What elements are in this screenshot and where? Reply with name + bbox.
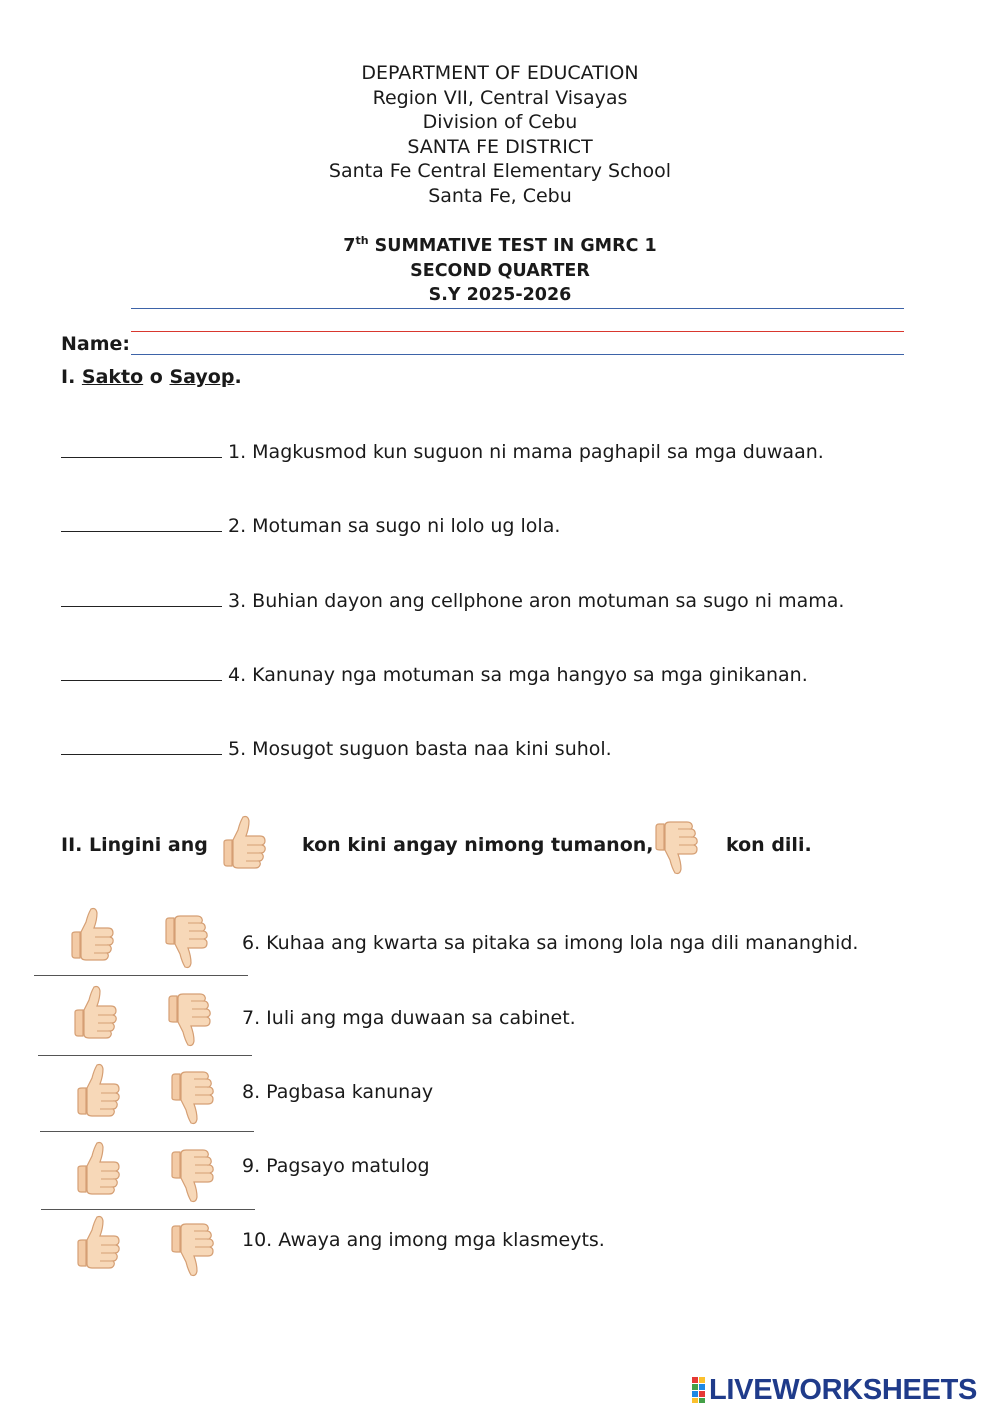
- thumbs-down-icon[interactable]: [163, 990, 215, 1048]
- liveworksheets-watermark: [692, 1374, 988, 1406]
- name-label: Name:: [61, 333, 131, 355]
- name-field-line[interactable]: [131, 354, 904, 355]
- item-text: 5. Mosugot suguon basta naa kini suhol.: [228, 738, 612, 760]
- divider-rule-red: [131, 331, 904, 332]
- part1-heading: [61, 366, 242, 388]
- item-text: 10. Awaya ang imong mga klasmeyts.: [242, 1229, 605, 1251]
- list-item: [61, 512, 560, 537]
- header-line-1: DEPARTMENT OF EDUCATION: [361, 62, 639, 84]
- divider: [38, 1055, 252, 1056]
- item-text: 3. Buhian dayon ang cellphone aron motuman sa sugo ni mama.: [228, 590, 845, 612]
- part1-word-sayop: Sayop: [169, 366, 235, 388]
- thumbs-down-icon[interactable]: [166, 1068, 218, 1126]
- thumbs-down-icon[interactable]: [166, 1220, 218, 1278]
- header-line-4: SANTA FE DISTRICT: [407, 135, 593, 158]
- thumbs-up-icon: [218, 814, 270, 872]
- title-line-3: S.Y 2025-2026: [428, 285, 572, 305]
- answer-blank[interactable]: [61, 661, 222, 681]
- item-text: 2. Motuman sa sugo ni lolo ug lola.: [228, 515, 561, 537]
- item-text: 4. Kanunay nga motuman sa mga hangyo sa mga ginikanan.: [228, 664, 808, 686]
- test-title: [0, 234, 1000, 308]
- item-text: 7. Iuli ang mga duwaan sa cabinet.: [242, 1007, 576, 1029]
- divider-rule-blue: [131, 308, 904, 309]
- title-line-2: SECOND QUARTER: [410, 260, 590, 281]
- answer-blank[interactable]: [61, 512, 222, 532]
- answer-blank[interactable]: [61, 438, 222, 458]
- answer-blank[interactable]: [61, 587, 222, 607]
- part2-instruction-c: kon dili.: [726, 834, 812, 856]
- thumbs-up-icon[interactable]: [72, 1062, 124, 1120]
- title-line-1: [0, 234, 1000, 259]
- title-number: 7: [343, 236, 356, 256]
- school-header: [0, 61, 1000, 209]
- thumbs-up-icon[interactable]: [72, 1140, 124, 1198]
- part1-word-sakto: Sakto: [81, 366, 144, 388]
- item-text: 9. Pagsayo matulog: [242, 1155, 430, 1177]
- divider: [41, 1209, 255, 1210]
- answer-blank[interactable]: [61, 735, 222, 755]
- header-line-2: Region VII, Central Visayas: [372, 86, 628, 109]
- list-item: [61, 661, 808, 686]
- thumbs-down-icon: [650, 818, 702, 876]
- part1-suffix: .: [234, 366, 242, 388]
- title-superscript: th: [355, 234, 369, 248]
- part2-instruction-b: kon kini angay nimong tumanon,: [302, 834, 654, 856]
- item-text: 1. Magkusmod kun suguon ni mama paghapil sa mga duwaan.: [228, 441, 824, 463]
- thumbs-down-icon[interactable]: [160, 912, 212, 970]
- header-line-6: Santa Fe, Cebu: [428, 184, 572, 207]
- title-text: SUMMATIVE TEST IN GMRC 1: [368, 236, 657, 256]
- divider: [40, 1131, 254, 1132]
- header-line-5: Santa Fe Central Elementary School: [328, 160, 672, 183]
- divider: [34, 975, 248, 976]
- thumbs-up-icon[interactable]: [66, 906, 118, 964]
- item-text: 8. Pagbasa kanunay: [242, 1081, 434, 1103]
- watermark-text: LIVEWORKSHEETS: [709, 1374, 978, 1406]
- item-text: 6. Kuhaa ang kwarta sa pitaka sa imong lola nga dili mananghid.: [242, 932, 859, 954]
- part2-instruction-a: II. Lingini ang: [61, 834, 208, 856]
- list-item: [61, 438, 824, 463]
- part1-prefix: I.: [61, 366, 82, 388]
- list-item: [61, 735, 612, 760]
- logo-icon: [692, 1377, 706, 1403]
- part1-mid: o: [143, 366, 170, 388]
- thumbs-down-icon[interactable]: [166, 1146, 218, 1204]
- thumbs-up-icon[interactable]: [72, 1214, 124, 1272]
- list-item: [61, 587, 844, 612]
- header-line-3: Division of Cebu: [422, 111, 578, 134]
- thumbs-up-icon[interactable]: [69, 984, 121, 1042]
